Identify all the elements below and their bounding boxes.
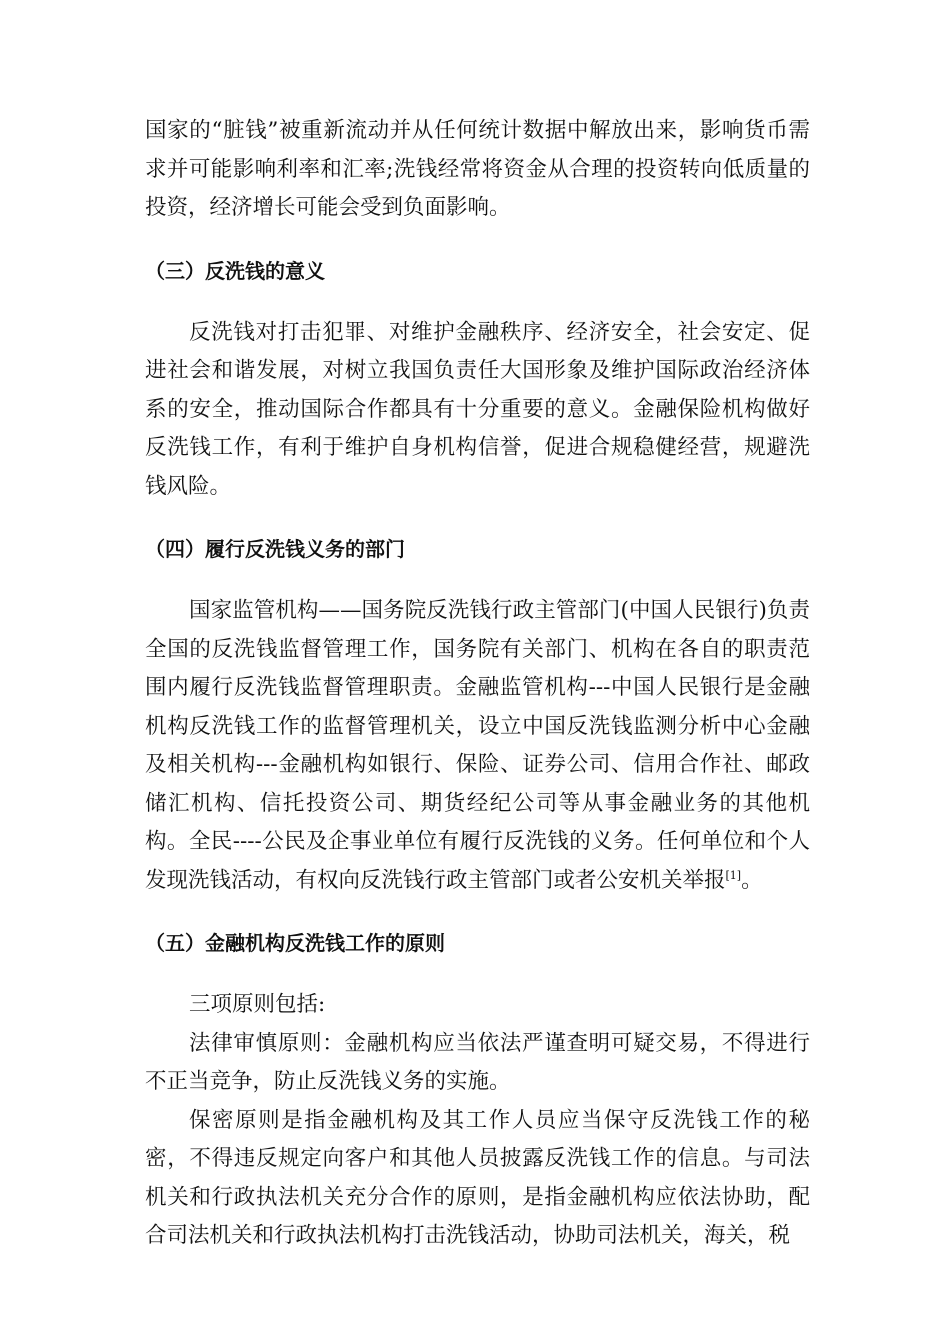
paragraph-departments-tail: 。 <box>741 867 763 893</box>
paragraph-dirty-money-effects: 国家的“脏钱”被重新流动并从任何统计数据中解放出来，影响货币需求并可能影响利率和汇率;洗钱经常将资金从合理的投资转向低质量的投资，经济增长可能会受到负面影响。 <box>145 118 810 220</box>
paragraph-principles-intro: 三项原则包括: <box>189 992 326 1017</box>
heading-section-5: （五）金融机构反洗钱工作的原则 <box>145 931 445 955</box>
paragraph-departments <box>145 592 810 900</box>
heading-section-3: （三）反洗钱的意义 <box>145 258 325 283</box>
paragraph-principle-confidentiality: 保密原则是指金融机构及其工作人员应当保守反洗钱工作的秘密，不得违反规定向客户和其他人员披露反洗钱工作的信息。与司法机关和行政执法机关充分合作的原则，是指金融机构应依法协助，配合司法机关和行政执法机构打击洗钱活动，协助司法机关，海关，税 <box>145 1107 810 1248</box>
document-page <box>145 112 810 1256</box>
paragraph-departments-text: 国家监管机构——国务院反洗钱行政主管部门(中国人民银行)负责全国的反洗钱监督管理工作，国务院有关部门、机构在各自的职责范围内履行反洗钱监督管理职责。金融监管机构---中国人民银行是金融机构反洗钱工作的监督管理机关，设立中国反洗钱监测分析中心金融及相关机构---金融机构如银行、保险、证券公司、信用合作社、邮政储汇机构、信托投资公司、期货经纪公司等从事金融业务的其他机构。全民----公民及企事业单位有履行反洗钱的义务。任何单位和个人发现洗钱活动，有权向反洗钱行政主管部门或者公安机关举报 <box>145 598 810 893</box>
paragraph-principle-prudence: 法律审慎原则：金融机构应当依法严谨查明可疑交易，不得进行不正当竞争，防止反洗钱义务的实施。 <box>145 1030 810 1094</box>
paragraph-significance: 反洗钱对打击犯罪、对维护金融秩序、经济安全，社会安定、促进社会和谐发展，对树立我国负责任大国形象及维护国际政治经济体系的安全，推动国际合作都具有十分重要的意义。金融保险机构做好反洗钱工作，有利于维护自身机构信誉，促进合规稳健经营，规避洗钱风险。 <box>145 319 810 499</box>
heading-section-4: （四）履行反洗钱义务的部门 <box>145 537 405 561</box>
citation-marker: [1] <box>725 868 742 882</box>
